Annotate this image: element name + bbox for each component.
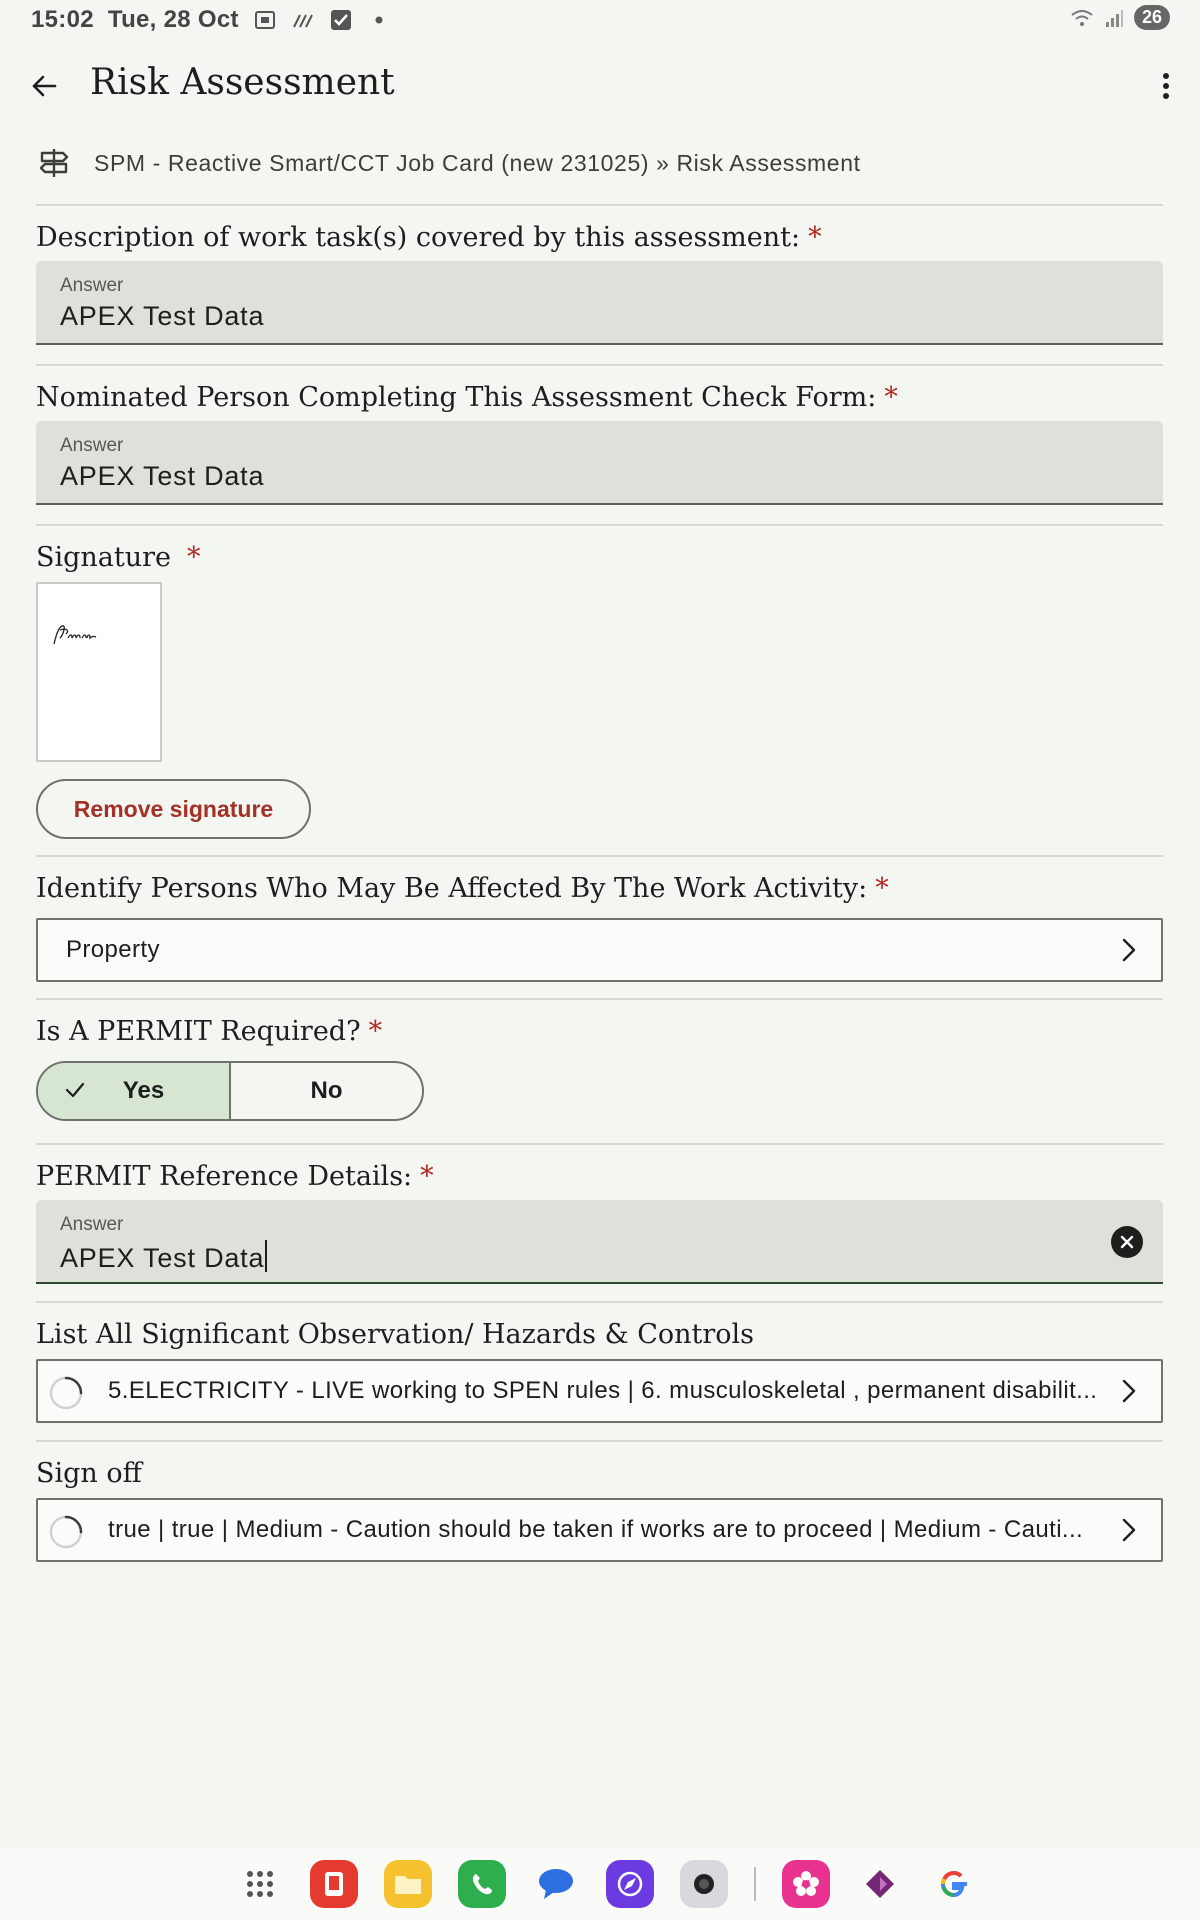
powerapps-icon[interactable] (856, 1860, 904, 1908)
divider (36, 998, 1163, 1000)
nominated-answer-field[interactable] (36, 421, 1163, 505)
permit-yes-button[interactable] (38, 1063, 231, 1119)
back-button[interactable] (22, 64, 66, 108)
text-cursor (265, 1240, 267, 1272)
permit-reference-question-label: PERMIT Reference Details: * (36, 1161, 434, 1192)
required-marker: * (808, 222, 822, 253)
permit-reference-answer-value: APEX Test Data (60, 1240, 267, 1274)
divider (36, 1440, 1163, 1442)
required-marker: * (420, 1161, 434, 1192)
nominated-question-label: Nominated Person Completing This Assessment Check Form: * (36, 382, 898, 413)
more-options-button[interactable] (1148, 64, 1184, 108)
screenshot-icon (253, 8, 277, 32)
description-question-label: Description of work task(s) covered by this assessment: * (36, 222, 822, 253)
more-vert-icon (1162, 72, 1170, 100)
phone-icon[interactable] (458, 1860, 506, 1908)
signal-icon (1102, 6, 1126, 30)
breadcrumb (36, 145, 861, 181)
wifi-icon (1070, 6, 1094, 30)
remove-signature-button[interactable]: Remove signature (36, 779, 311, 839)
persons-affected-value: Property (66, 936, 160, 963)
permit-no-label: No (310, 1077, 343, 1104)
signature-pad[interactable] (36, 582, 162, 762)
answer-field-label: Answer (60, 1214, 124, 1235)
persons-affected-select[interactable] (36, 918, 1163, 982)
permit-reference-answer-field[interactable] (36, 1200, 1163, 1284)
app-bar (0, 40, 1200, 130)
signoff-question-label: Sign off (36, 1458, 142, 1489)
hazards-question-label: List All Significant Observation/ Hazards & Controls (36, 1319, 755, 1350)
nominated-answer-value: APEX Test Data (60, 461, 265, 491)
status-time: 15:02 (31, 6, 94, 33)
clear-text-button[interactable] (1111, 1226, 1143, 1258)
google-icon[interactable] (930, 1860, 978, 1908)
persons-affected-question-label: Identify Persons Who May Be Affected By The Work Activity: * (36, 873, 889, 904)
gallery-icon[interactable] (782, 1860, 830, 1908)
more-notifications-icon (367, 8, 391, 32)
arrow-back-icon (29, 71, 59, 101)
signature-image (50, 620, 100, 650)
files-icon[interactable] (384, 1860, 432, 1908)
camera-icon[interactable] (680, 1860, 728, 1908)
divider (36, 1143, 1163, 1145)
status-date: Tue, 28 Oct (107, 6, 239, 33)
chevron-right-icon (1113, 1514, 1145, 1546)
hazards-value: 5.ELECTRICITY - LIVE working to SPEN rules | 6. musculoskeletal , permanent disabilit... (108, 1377, 1098, 1404)
loading-spinner-icon (48, 1514, 84, 1550)
loading-spinner-icon (48, 1375, 84, 1411)
required-marker: * (368, 1016, 383, 1047)
nfc-icon (291, 8, 315, 32)
signature-question-label: Signature * (36, 542, 201, 573)
signoff-select[interactable] (36, 1498, 1163, 1562)
required-marker: * (875, 873, 889, 904)
page-title: Risk Assessment (90, 62, 395, 103)
status-bar (0, 0, 1200, 40)
messages-icon[interactable] (532, 1860, 580, 1908)
battery-icon: 26 (1134, 5, 1170, 30)
apps-grid-icon[interactable] (236, 1860, 284, 1908)
permit-question-label: Is A PERMIT Required? * (36, 1016, 383, 1047)
dock-separator (754, 1867, 756, 1901)
answer-field-label: Answer (60, 275, 124, 296)
required-marker: * (187, 542, 201, 573)
signoff-value: true | true | Medium - Caution should be taken if works are to proceed | Medium - Cauti... (108, 1516, 1084, 1543)
description-answer-field[interactable] (36, 261, 1163, 345)
answer-field-label: Answer (60, 435, 124, 456)
red-app-icon[interactable] (310, 1860, 358, 1908)
browser-icon[interactable] (606, 1860, 654, 1908)
divider (36, 855, 1163, 857)
hazards-select[interactable] (36, 1359, 1163, 1423)
divider (36, 524, 1163, 526)
signpost-icon (36, 145, 72, 181)
chevron-right-icon (1113, 934, 1145, 966)
close-icon (1120, 1235, 1134, 1249)
taskbar-dock (0, 1848, 1200, 1920)
divider (36, 204, 1163, 206)
checkbox-notification-icon (329, 8, 353, 32)
divider (36, 1301, 1163, 1303)
required-marker: * (884, 382, 898, 413)
permit-no-button[interactable] (231, 1063, 422, 1119)
chevron-right-icon (1113, 1375, 1145, 1407)
divider (36, 364, 1163, 366)
breadcrumb-text[interactable]: SPM - Reactive Smart/CCT Job Card (new 231025) » Risk Assessment (94, 149, 861, 176)
check-icon (64, 1079, 86, 1108)
description-answer-value: APEX Test Data (60, 301, 265, 331)
permit-yes-label: Yes (122, 1077, 165, 1104)
permit-segmented-control (36, 1061, 424, 1121)
